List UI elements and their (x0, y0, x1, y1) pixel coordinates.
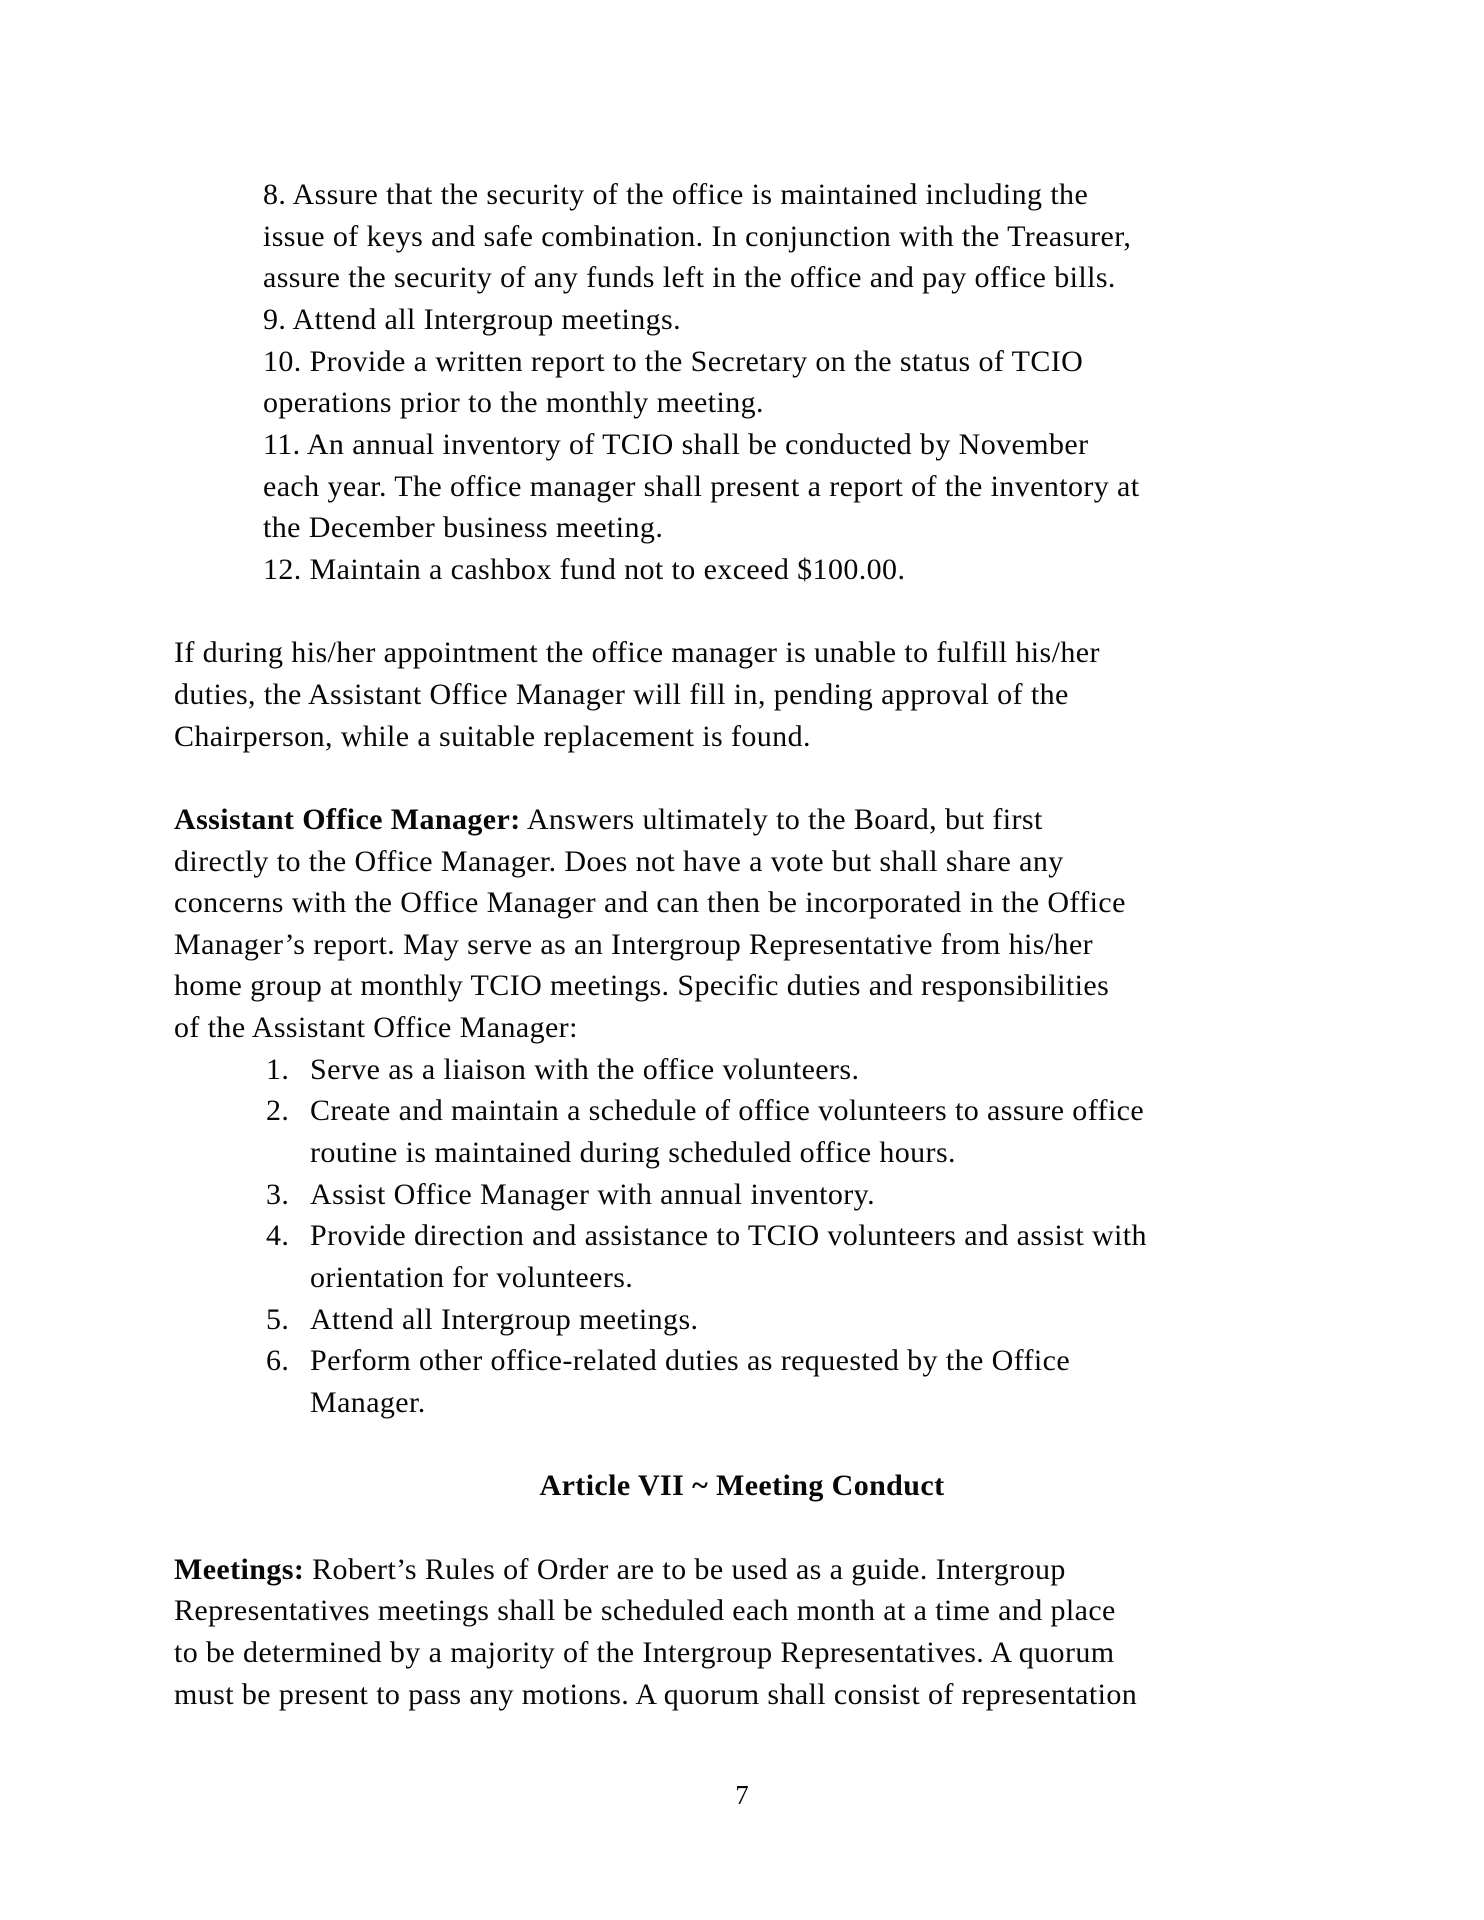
doc-line: Representatives meetings shall be scheduled each month at a time and place (174, 1594, 1116, 1628)
list-item-text: Attend all Intergroup meetings. (310, 1302, 699, 1336)
doc-line: each year. The office manager shall present a report of the inventory at (263, 469, 1140, 503)
doc-line: If during his/her appointment the office manager is unable to fulfill his/her (174, 636, 1100, 670)
doc-line: 10. Provide a written report to the Secretary on the status of TCIO (263, 344, 1084, 378)
list-item (174, 1215, 1310, 1257)
doc-line: must be present to pass any motions. A quorum shall consist of representation (174, 1677, 1138, 1711)
list-item (174, 1174, 1310, 1216)
doc-line: assure the security of any funds left in the office and pay office bills. (263, 261, 1116, 295)
list-item-text: Perform other office-related duties as requested by the Office (310, 1344, 1071, 1378)
list-item-text: Provide direction and assistance to TCIO volunteers and assist with (310, 1219, 1147, 1253)
doc-line: of the Assistant Office Manager: (174, 1011, 578, 1045)
doc-line: 9. Attend all Intergroup meetings. (263, 302, 681, 336)
list-item-text: Assist Office Manager with annual inventory. (310, 1177, 875, 1211)
doc-line (174, 799, 1310, 841)
list-item-text: Create and maintain a schedule of office volunteers to assure office (310, 1094, 1145, 1128)
doc-line: home group at monthly TCIO meetings. Specific duties and responsibilities (174, 969, 1110, 1003)
list-item-number: 4. (266, 1219, 290, 1253)
doc-line: operations prior to the monthly meeting. (263, 386, 764, 420)
blank-line (174, 757, 1310, 799)
doc-line: concerns with the Office Manager and can then be incorporated in the Office (174, 886, 1126, 920)
list-item (174, 1090, 1310, 1132)
list-item-continuation: routine is maintained during scheduled office hours. (310, 1136, 956, 1170)
list-item (174, 1340, 1310, 1382)
text-run: Robert’s Rules of Order are to be used as a guide. Intergroup (304, 1552, 1066, 1586)
blank-line (174, 1507, 1310, 1549)
list-item-text: Serve as a liaison with the office volunteers. (310, 1052, 860, 1086)
list-item (174, 1299, 1310, 1341)
list-item-number: 2. (266, 1094, 290, 1128)
list-item-continuation: Manager. (310, 1386, 426, 1420)
text-run: Answers ultimately to the Board, but first (520, 802, 1043, 836)
blank-line (174, 591, 1310, 633)
blank-line (174, 1424, 1310, 1466)
document-content (174, 174, 1310, 1715)
list-item-number: 6. (266, 1344, 290, 1378)
list-item (174, 1049, 1310, 1091)
doc-line (174, 1549, 1310, 1591)
doc-line: directly to the Office Manager. Does not have a vote but shall share any (174, 844, 1064, 878)
list-item-number: 1. (266, 1052, 290, 1086)
doc-line: 12. Maintain a cashbox fund not to exceed $100.00. (263, 552, 906, 586)
page-number: 7 (735, 1780, 749, 1810)
list-item-number: 3. (266, 1177, 290, 1211)
article-heading: Article VII ~ Meeting Conduct (539, 1469, 945, 1503)
doc-line: 11. An annual inventory of TCIO shall be conducted by November (263, 427, 1089, 461)
list-item-number: 5. (266, 1302, 290, 1336)
doc-line: 8. Assure that the security of the office is maintained including the (263, 178, 1089, 211)
doc-line: duties, the Assistant Office Manager will fill in, pending approval of the (174, 677, 1069, 711)
doc-line: Chairperson, while a suitable replacement is found. (174, 719, 811, 753)
bold-lead: Meetings: (174, 1552, 305, 1586)
bold-lead: Assistant Office Manager: (174, 802, 521, 836)
doc-line: issue of keys and safe combination. In conjunction with the Treasurer, (263, 219, 1132, 253)
doc-line: the December business meeting. (263, 511, 664, 545)
list-item-continuation: orientation for volunteers. (310, 1261, 634, 1295)
doc-line: to be determined by a majority of the Intergroup Representatives. A quorum (174, 1635, 1115, 1669)
doc-line: Manager’s report. May serve as an Intergroup Representative from his/her (174, 927, 1094, 961)
